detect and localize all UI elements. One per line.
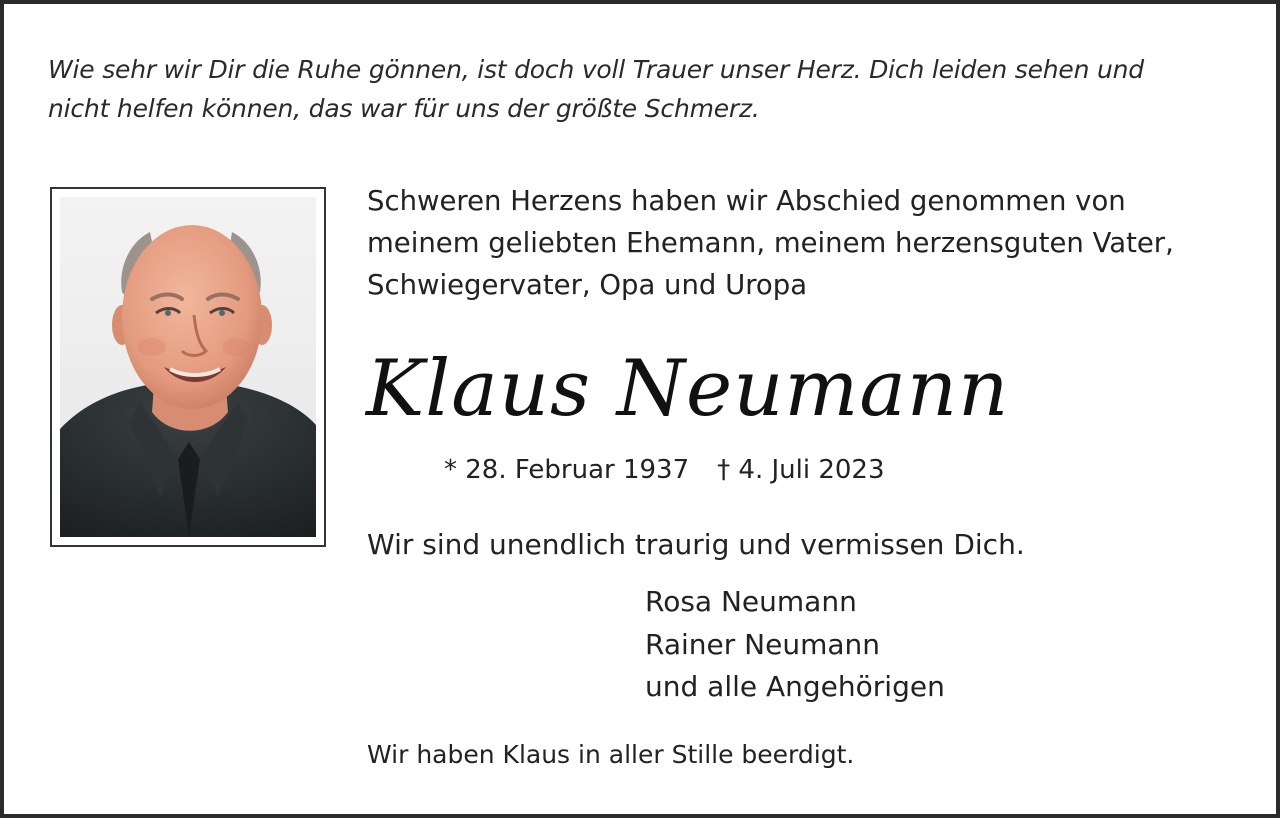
motto-verse xyxy=(48,50,1248,128)
portrait-photo xyxy=(60,197,316,537)
life-dates xyxy=(444,450,885,490)
birth-date: * 28. Februar 1937 xyxy=(444,455,690,485)
motto-line-1: Wie sehr wir Dir die Ruhe gönnen, ist doch voll Trauer unser Herz. Dich leiden sehen und xyxy=(48,55,1144,84)
death-date: † 4. Juli 2023 xyxy=(717,455,885,485)
signer-1: Rosa Neumann xyxy=(645,585,857,618)
burial-note: Wir haben Klaus in aller Stille beerdigt. xyxy=(367,740,855,769)
intro-line-3: Schwiegervater, Opa und Uropa xyxy=(367,269,808,301)
intro-line-1: Schweren Herzens haben wir Abschied genommen von xyxy=(367,185,1126,217)
intro-line-2: meinem geliebten Ehemann, meinem herzensguten Vater, xyxy=(367,227,1174,259)
intro-text xyxy=(367,180,1237,306)
signer-3: und alle Angehörigen xyxy=(645,670,945,703)
signers-list xyxy=(645,581,945,709)
deceased-name: Klaus Neumann xyxy=(366,344,1010,434)
portrait-photo-frame xyxy=(50,187,326,547)
motto-line-2: nicht helfen können, das war für uns der größte Schmerz. xyxy=(48,94,760,123)
mourning-message: Wir sind unendlich traurig und vermissen Dich. xyxy=(367,528,1025,561)
signer-2: Rainer Neumann xyxy=(645,627,881,661)
